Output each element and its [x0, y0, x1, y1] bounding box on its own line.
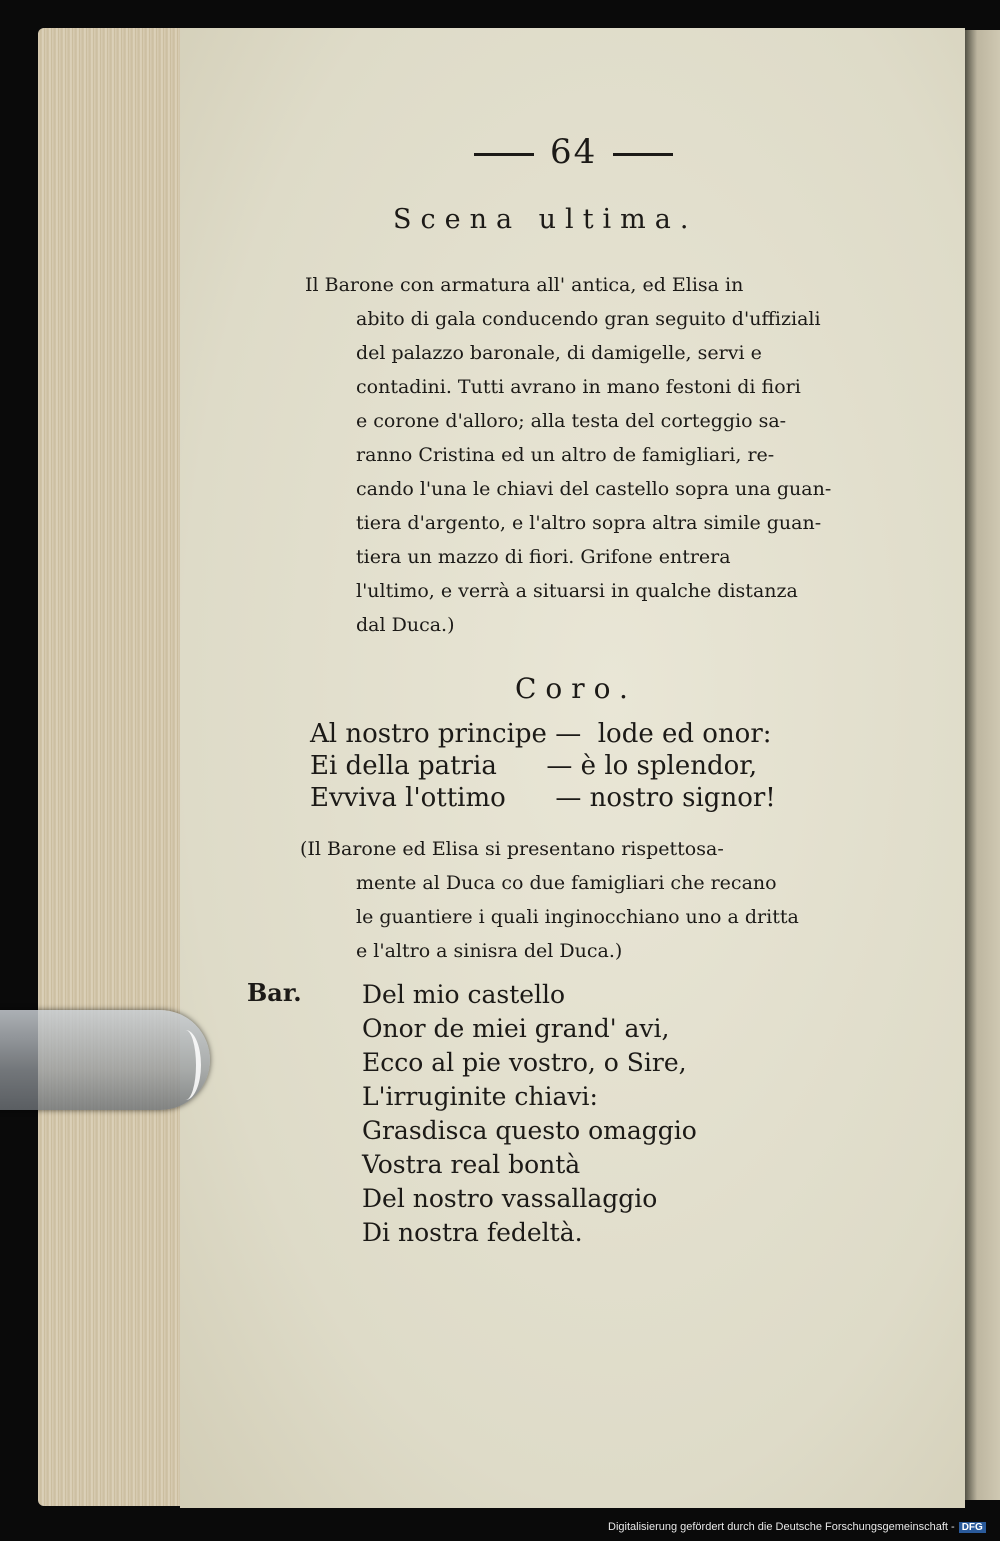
stage-direction-line: ranno Cristina ed un altro de famigliari, re- — [356, 444, 775, 466]
book-page — [180, 28, 965, 1508]
stage-direction-line: e l'altro a sinisra del Duca.) — [356, 940, 623, 962]
stage-direction-line: tiera un mazzo di fiori. Grifone entrera — [356, 546, 731, 568]
stage-direction-line: mente al Duca co due famigliari che recano — [356, 872, 777, 894]
chorus-line: Evviva l'ottimo — nostro signor! — [310, 783, 776, 813]
rule-right — [613, 153, 673, 156]
verse-line: Di nostra fedeltà. — [362, 1218, 583, 1247]
verse-line: Ecco al pie vostro, o Sire, — [362, 1048, 687, 1077]
chorus-line: Al nostro principe — lode ed onor: — [310, 719, 772, 749]
chorus-line: Ei della patria — è lo splendor, — [310, 751, 758, 781]
verse-line: Del nostro vassallaggio — [362, 1184, 658, 1213]
stage-direction-line: abito di gala conducendo gran seguito d'uffiziali — [356, 308, 821, 330]
chorus-heading: Coro. — [515, 672, 637, 705]
stage-direction-line: l'ultimo, e verrà a situarsi in qualche distanza — [356, 580, 798, 602]
dfg-logo-icon: DFG — [959, 1522, 986, 1533]
verse-line: Grasdisca questo omaggio — [362, 1116, 697, 1145]
verse-line: Vostra real bontà — [362, 1150, 581, 1179]
scene-heading: Scena ultima. — [393, 204, 698, 235]
stage-direction-line: (Il Barone ed Elisa si presentano rispettosa- — [300, 838, 724, 860]
facing-page-edge — [962, 30, 1000, 1500]
page-edges — [38, 28, 188, 1506]
footer-credit — [608, 1521, 986, 1533]
stage-direction-line: tiera d'argento, e l'altro sopra altra simile guan- — [356, 512, 822, 534]
stage-direction-line: cando l'una le chiavi del castello sopra una guan- — [356, 478, 832, 500]
footer-text: Digitalisierung gefördert durch die Deutsche Forschungsgemeinschaft - — [608, 1521, 955, 1533]
stage-direction-line: le guantiere i quali inginocchiano uno a dritta — [356, 906, 799, 928]
stage-direction-line: e corone d'alloro; alla testa del corteggio sa- — [356, 410, 787, 432]
rule-left — [474, 153, 534, 156]
stage-direction-line: del palazzo baronale, di damigelle, servi e — [356, 342, 762, 364]
stage-direction-line: dal Duca.) — [356, 614, 455, 636]
verse-line: Onor de miei grand' avi, — [362, 1014, 670, 1043]
stage-direction-line: contadini. Tutti avrano in mano festoni di fiori — [356, 376, 801, 398]
page-number: 64 — [550, 132, 598, 172]
page-number-row — [458, 132, 689, 172]
clip-highlight — [170, 1030, 201, 1100]
verse-line: Del mio castello — [362, 980, 566, 1009]
stage-direction-line: Il Barone con armatura all' antica, ed Elisa in — [305, 274, 744, 296]
speaker-label: Bar. — [247, 978, 302, 1007]
verse-line: L'irruginite chiavi: — [362, 1082, 598, 1111]
